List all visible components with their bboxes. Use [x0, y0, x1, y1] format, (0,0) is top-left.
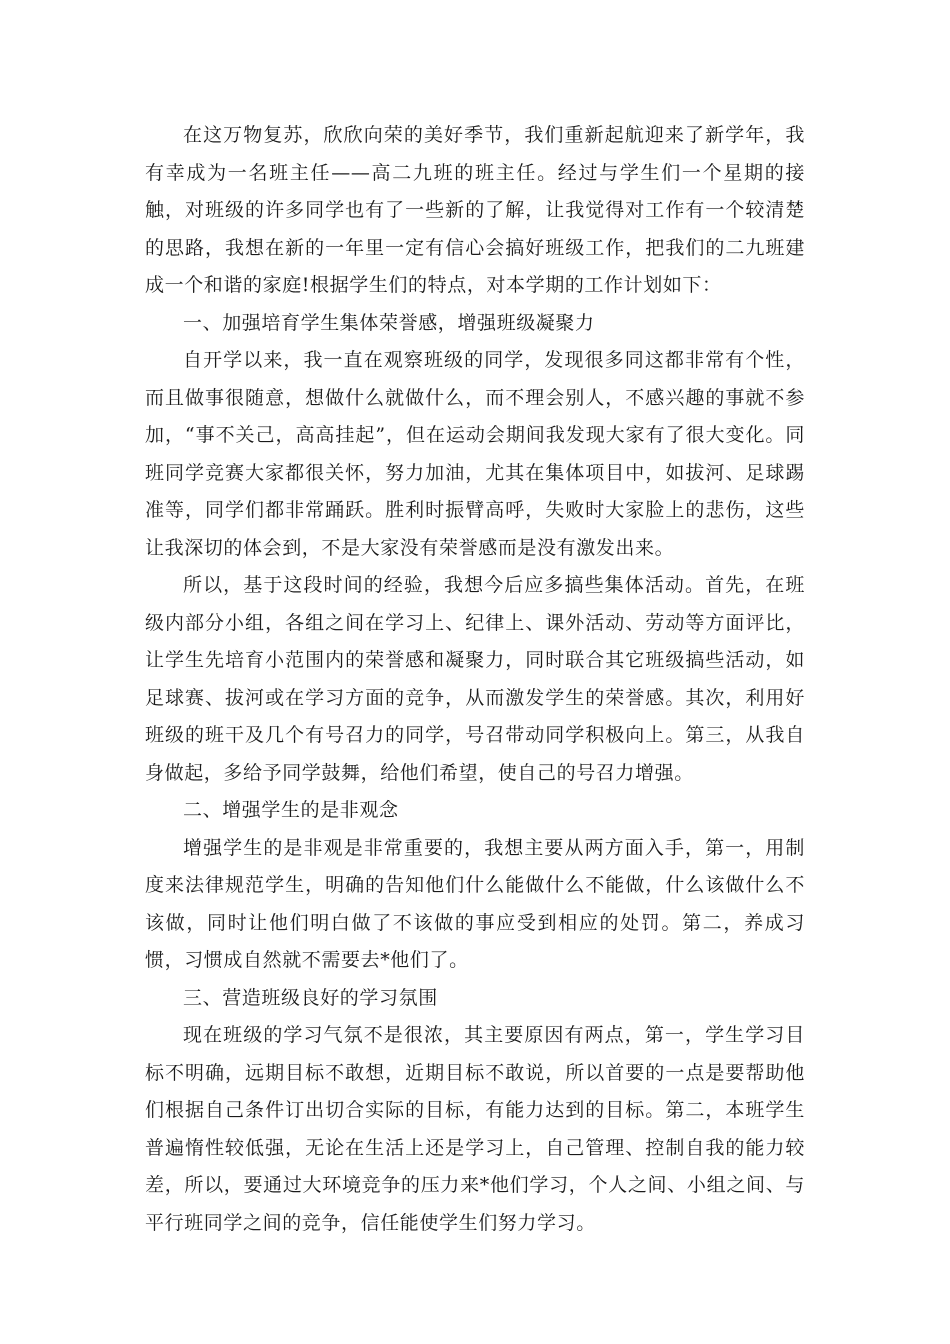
paragraph-intro: 在这万物复苏，欣欣向荣的美好季节，我们重新起航迎来了新学年，我有幸成为一名班主任——高二九班的班主任。经过与学生们一个星期的接触，对班级的许多同学也有了一些新的了解，让我觉得对工作有一个较清楚的思路，我想在新的一年里一定有信心会搞好班级工作，把我们的二九班建成一个和谐的家庭!根据学生们的特点，对本学期的工作计划如下：	[145, 124, 805, 296]
document-body	[145, 117, 805, 1242]
section-heading-2: 二、增强学生的是非观念	[183, 799, 399, 821]
section-heading-3: 三、营造班级良好的学习氛围	[183, 986, 438, 1009]
paragraph-section-1-a: 自开学以来，我一直在观察班级的同学，发现很多同这都非常有个性，而且做事很随意，想做什么就做什么，而不理会别人，不感兴趣的事就不参加，“事不关己，高高挂起”，但在运动会期间我发现大家有了很大变化。同班同学竞赛大家都很关怀，努力加油，尤其在集体项目中，如拔河、足球踢准等，同学们都非常踊跃。胜利时振臂高呼，失败时大家脸上的悲伤，这些让我深切的体会到，不是大家没有荣誉感而是没有激发出来。	[145, 349, 805, 559]
paragraph-section-1-b: 所以，基于这段时间的经验，我想今后应多搞些集体活动。首先，在班级内部分小组，各组之间在学习上、纪律上、课外活动、劳动等方面评比，让学生先培育小范围内的荣誉感和凝聚力，同时联合其它班级搞些活动，如足球赛、拔河或在学习方面的竞争，从而激发学生的荣誉感。其次，利用好班级的班干及几个有号召力的同学，号召带动同学积极向上。第三，从我自身做起，多给予同学鼓舞，给他们希望，使自己的号召力增强。	[145, 574, 805, 784]
paragraph-section-2: 增强学生的是非观是非常重要的，我想主要从两方面入手，第一，用制度来法律规范学生，明确的告知他们什么能做什么不能做，什么该做什么不该做，同时让他们明白做了不该做的事应受到相应的处罚。第二，养成习惯，习惯成自然就不需要去*他们了。	[145, 836, 805, 971]
section-heading-1: 一、加强培育学生集体荣誉感，增强班级凝聚力	[183, 311, 595, 334]
paragraph-section-3: 现在班级的学习气氛不是很浓，其主要原因有两点，第一，学生学习目标不明确，远期目标不敢想，近期目标不敢说，所以首要的一点是要帮助他们根据自己条件订出切合实际的目标，有能力达到的目标。第二，本班学生普遍惰性较低强，无论在生活上还是学习上，自己管理、控制自我的能力较差，所以，要通过大环境竞争的压力来*他们学习，个人之间、小组之间、与平行班同学之间的竞争，信任能使学生们努力学习。	[145, 1024, 805, 1234]
